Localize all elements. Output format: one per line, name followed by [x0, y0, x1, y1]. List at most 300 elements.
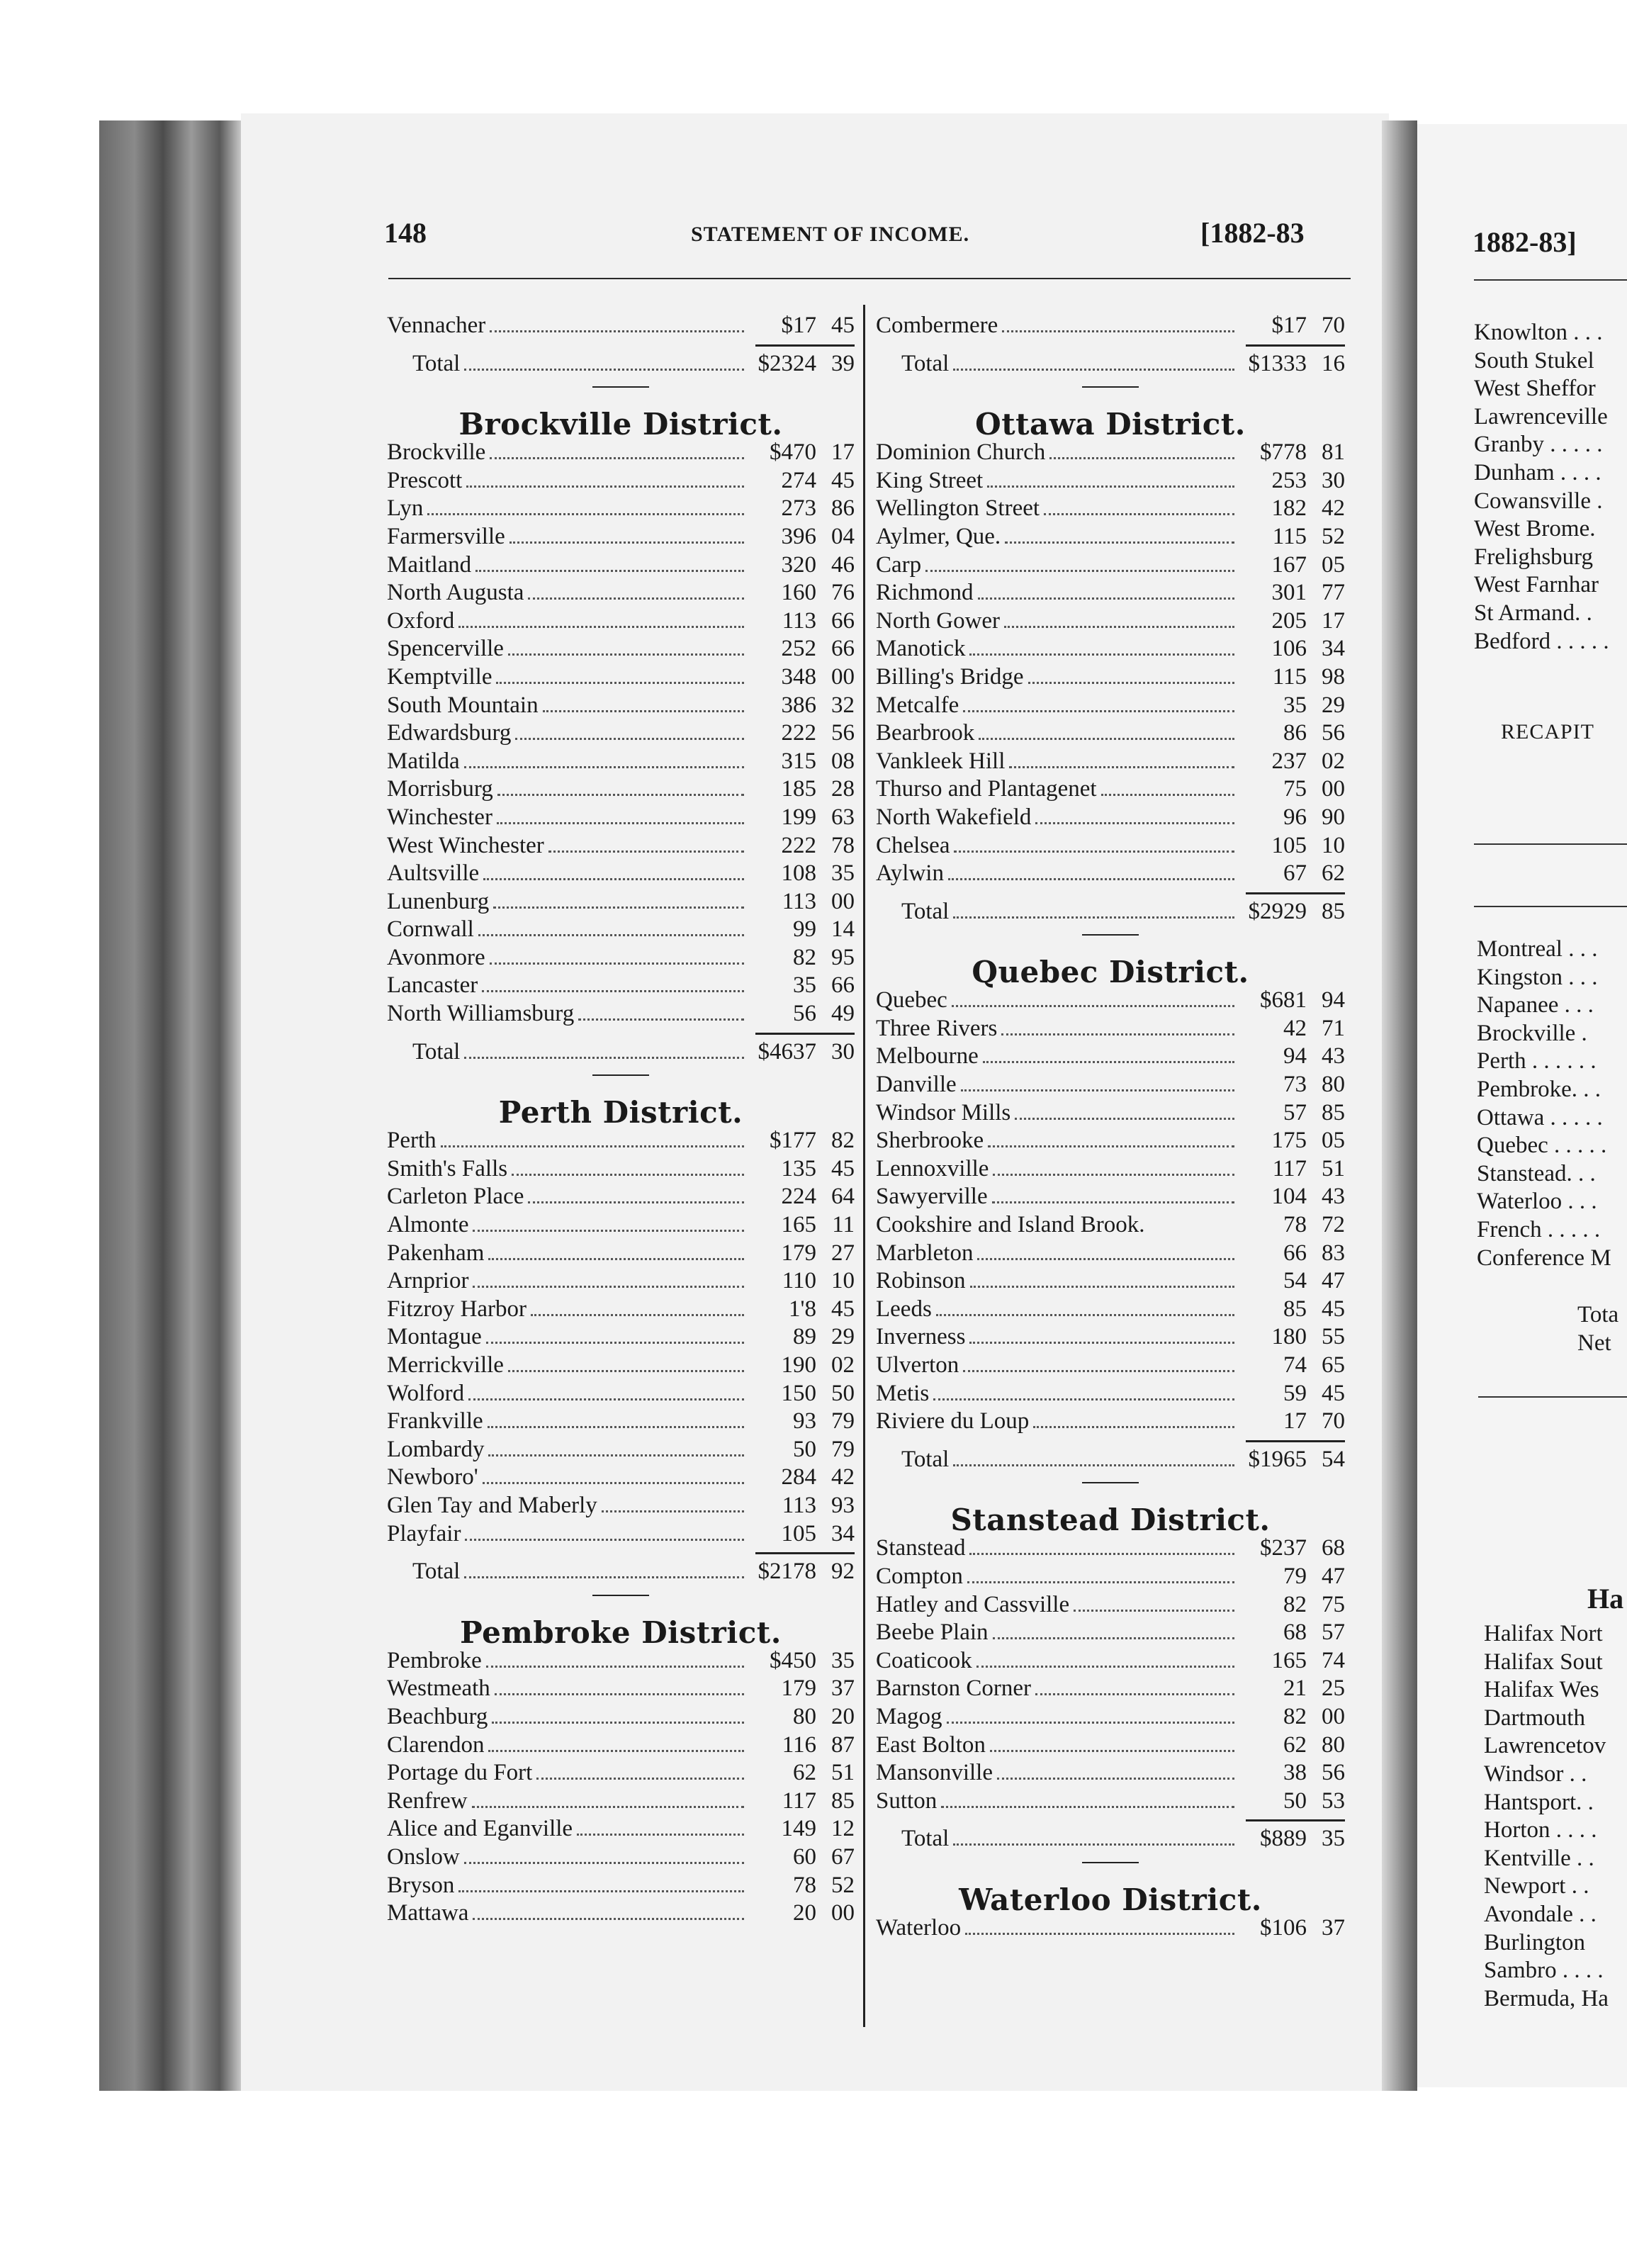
dot-leader [933, 1398, 1234, 1400]
place-name: Cookshire and Island Brook. [876, 1212, 1145, 1238]
place-name: Aylwin [876, 860, 944, 887]
amount [748, 1211, 855, 1240]
place-name: Sawyerville [876, 1184, 988, 1210]
amount [1239, 1183, 1345, 1211]
amount [748, 1296, 855, 1324]
amount [1239, 1267, 1345, 1296]
amount-dollars: 104 [1271, 1184, 1307, 1210]
amount-cents: 02 [831, 1352, 855, 1378]
entry-row [387, 1464, 855, 1492]
entry-row [876, 1043, 1345, 1071]
place-name: Three Rivers [876, 1015, 998, 1041]
amount [1239, 467, 1345, 495]
dot-leader [969, 1553, 1234, 1555]
entry-row [876, 607, 1345, 636]
amount [1239, 523, 1345, 551]
amount [748, 1127, 855, 1155]
amount [748, 944, 855, 972]
entry-row [387, 1408, 855, 1436]
amount-cents: 28 [831, 776, 855, 802]
amount [1239, 1155, 1345, 1184]
amount-cents: 45 [831, 1296, 855, 1322]
amount-cents: 66 [831, 972, 855, 999]
entry-row [876, 439, 1345, 467]
place-name: Carp [876, 551, 922, 578]
place-name: East Bolton [876, 1731, 986, 1758]
amount-cents: 78 [831, 832, 855, 858]
amount-dollars: 35 [1283, 692, 1307, 718]
place-name: Morrisburg [387, 776, 493, 802]
dot-leader [961, 1089, 1234, 1091]
total-row [387, 1558, 855, 1586]
year-range: [1882-83 [1200, 217, 1305, 249]
dot-leader [473, 1230, 744, 1232]
amount [1239, 719, 1345, 748]
entry-row [876, 467, 1345, 495]
dot-leader [508, 1370, 744, 1372]
amount-cents: 56 [831, 720, 855, 746]
amount [748, 1731, 855, 1760]
entry-row [387, 1843, 855, 1872]
amount-cents: 87 [831, 1731, 855, 1758]
amount [748, 1520, 855, 1549]
amount-dollars: 179 [781, 1240, 816, 1266]
dot-leader [478, 934, 744, 936]
facing-entry: Stanstead. . . [1477, 1160, 1596, 1186]
amount-cents: 00 [831, 1900, 855, 1926]
amount-dollars: 67 [1283, 860, 1307, 887]
dot-leader [1004, 626, 1234, 628]
facing-entry: Kentville . . [1484, 1845, 1594, 1871]
amount-dollars: 35 [793, 972, 816, 999]
amount-dollars: 252 [781, 636, 816, 662]
amount-dollars: 78 [793, 1872, 816, 1898]
dot-leader [1044, 513, 1234, 515]
facing-entry: Conference M [1477, 1245, 1611, 1271]
amount-dollars: 54 [1283, 1268, 1307, 1294]
amount-cents: 55 [1322, 1324, 1345, 1350]
dot-leader [515, 738, 744, 740]
place-name: North Augusta [387, 580, 524, 606]
dot-leader [473, 1286, 744, 1288]
dot-leader [988, 1145, 1234, 1147]
entry-row [876, 579, 1345, 607]
amount-dollars: 386 [781, 692, 816, 718]
amount [748, 1038, 855, 1067]
amount-dollars: 99 [793, 916, 816, 943]
right-column [876, 312, 1345, 1943]
amount-dollars: $2324 [758, 350, 816, 376]
dot-leader [953, 1464, 1234, 1466]
place-name: Sutton [876, 1787, 938, 1814]
amount-cents: 90 [1322, 804, 1345, 830]
amount-cents: 51 [831, 1760, 855, 1786]
amount-cents: 62 [1322, 860, 1345, 887]
place-name: Spencerville [387, 636, 504, 662]
amount-cents: 37 [1322, 1914, 1345, 1941]
dot-leader [528, 1201, 744, 1203]
book-spine-edge [99, 120, 241, 2091]
amount-cents: 51 [1322, 1155, 1345, 1181]
entry-row [876, 1380, 1345, 1408]
amount [748, 350, 855, 378]
facing-entry: Lawrencetov [1484, 1733, 1606, 1759]
entry-row [387, 1296, 855, 1324]
dot-leader [492, 1722, 744, 1724]
facing-entry: West Brome. [1474, 516, 1596, 542]
place-name: Coaticook [876, 1647, 972, 1673]
place-name: Arnprior [387, 1268, 469, 1294]
entry-row [387, 1492, 855, 1520]
facing-entry: Waterloo . . . [1477, 1189, 1597, 1215]
amount [1239, 775, 1345, 804]
dot-leader [967, 1581, 1234, 1583]
facing-totals [1577, 1301, 1618, 1357]
entry-row [387, 1127, 855, 1155]
place-name: Chelsea [876, 832, 950, 858]
dot-leader [969, 653, 1234, 656]
entry-row [387, 1155, 855, 1184]
entry-row [387, 523, 855, 551]
amount-dollars: 222 [781, 832, 816, 858]
dot-leader [464, 369, 744, 371]
facing-list-3 [1484, 1620, 1609, 2013]
amount-cents: 00 [1322, 776, 1345, 802]
amount [1239, 1914, 1345, 1943]
amount-dollars: 273 [781, 495, 816, 522]
amount [748, 1899, 855, 1928]
amount-dollars: 17 [1283, 1408, 1307, 1435]
facing-rule-2 [1474, 843, 1627, 845]
amount-cents: 83 [1322, 1240, 1345, 1266]
total-row [876, 1446, 1345, 1474]
entry-row [876, 804, 1345, 832]
section-dash [1082, 1482, 1139, 1483]
entry-row [387, 1872, 855, 1900]
place-name: Beachburg [387, 1703, 488, 1729]
facing-entry: West Sheffor [1474, 376, 1596, 402]
amount-dollars: 62 [793, 1760, 816, 1786]
facing-entry: Avondale . . [1484, 1901, 1597, 1927]
amount-cents: 10 [831, 1268, 855, 1294]
amount-dollars: 80 [793, 1703, 816, 1729]
amount [1239, 1015, 1345, 1043]
entry-row [387, 804, 855, 832]
place-name: Montague [387, 1324, 482, 1350]
amount-dollars: 73 [1283, 1072, 1307, 1098]
place-name: Pembroke [387, 1647, 482, 1673]
entry-row [876, 692, 1345, 720]
amount-cents: 98 [1322, 663, 1345, 690]
place-name: Riviere du Loup [876, 1408, 1030, 1435]
entry-row [387, 1787, 855, 1816]
facing-entry: Halifax Wes [1484, 1677, 1599, 1703]
entry-row [387, 944, 855, 972]
amount-dollars: 110 [782, 1268, 816, 1294]
sum-rule [387, 1548, 855, 1558]
amount-cents: 45 [1322, 1296, 1345, 1322]
entry-row [387, 1647, 855, 1675]
entry-row [387, 692, 855, 720]
amount-cents: 30 [1322, 467, 1345, 493]
amount-dollars: 50 [793, 1436, 816, 1462]
amount-cents: 32 [831, 692, 855, 718]
amount-cents: 82 [831, 1128, 855, 1154]
amount-cents: 47 [1322, 1563, 1345, 1589]
amount [748, 748, 855, 776]
entry-row [387, 551, 855, 580]
dot-leader [548, 850, 744, 853]
left-column [387, 312, 855, 1928]
amount-dollars: 113 [782, 888, 816, 914]
place-name: Portage du Fort [387, 1760, 533, 1786]
amount [1239, 1591, 1345, 1619]
amount-cents: 47 [1322, 1268, 1345, 1294]
dot-leader [925, 570, 1234, 572]
amount-cents: 10 [1322, 832, 1345, 858]
amount-dollars: 66 [1283, 1240, 1307, 1266]
dot-leader [953, 369, 1234, 371]
amount-dollars: $1333 [1248, 350, 1307, 376]
dot-leader [482, 990, 744, 992]
place-name: Inverness [876, 1324, 966, 1350]
amount-cents: 08 [831, 748, 855, 774]
place-name: Winchester [387, 804, 492, 830]
entry-row [387, 1183, 855, 1211]
sum-rule [387, 1028, 855, 1038]
page-title: STATEMENT OF INCOME. [691, 223, 970, 246]
facing-entry: Perth . . . . . . [1477, 1048, 1597, 1074]
facing-page-header: 1882-83] [1473, 226, 1577, 258]
amount-cents: 35 [1322, 1826, 1345, 1852]
amount-cents: 68 [1322, 1535, 1345, 1561]
place-name: Playfair [387, 1520, 461, 1546]
amount-dollars: 105 [781, 1520, 816, 1546]
dot-leader [464, 1862, 744, 1864]
dot-leader [1035, 822, 1234, 824]
amount [748, 467, 855, 495]
dot-leader [1001, 1033, 1234, 1035]
amount [1239, 1563, 1345, 1591]
entry-row [876, 748, 1345, 776]
entry-row [876, 1352, 1345, 1380]
place-name: Lyn [387, 495, 424, 522]
dot-leader [1035, 1693, 1234, 1695]
facing-entry: Cowansville . [1474, 488, 1603, 514]
total-label: Total [412, 1038, 461, 1065]
amount [748, 1155, 855, 1184]
dot-leader [993, 1637, 1234, 1639]
place-name: Bryson [387, 1872, 455, 1898]
dot-leader [466, 485, 744, 488]
amount [1239, 832, 1345, 860]
section-dash [592, 1595, 649, 1596]
facing-entry: Knowlton . . . [1474, 320, 1603, 345]
dot-leader [488, 1258, 744, 1260]
amount [1239, 1240, 1345, 1268]
amount [748, 1703, 855, 1731]
amount-dollars: 82 [793, 944, 816, 970]
entry-row [876, 1211, 1345, 1240]
sum-rule [876, 1815, 1345, 1825]
amount-cents: 49 [831, 1001, 855, 1027]
entry-row [876, 1914, 1345, 1943]
dot-leader [977, 1258, 1234, 1260]
page-gutter [1382, 120, 1417, 2091]
amount [748, 1872, 855, 1900]
amount [748, 1464, 855, 1492]
place-name: Hatley and Cassville [876, 1591, 1070, 1617]
amount-cents: 37 [831, 1675, 855, 1702]
facing-entry: Pembroke. . . [1477, 1076, 1601, 1102]
facing-entry: Windsor . . [1484, 1761, 1587, 1787]
amount-dollars: 38 [1283, 1760, 1307, 1786]
amount-cents: 95 [831, 944, 855, 970]
amount [748, 888, 855, 916]
amount [748, 1843, 855, 1872]
column-divider [863, 305, 865, 2027]
place-name: Robinson [876, 1268, 966, 1294]
amount-cents: 79 [831, 1408, 855, 1435]
dot-leader [488, 1426, 744, 1428]
dot-leader [473, 1918, 744, 1920]
place-name: Prescott [387, 467, 463, 493]
place-name: Fitzroy Harbor [387, 1296, 527, 1322]
place-name: Magog [876, 1703, 942, 1729]
place-name: South Mountain [387, 692, 539, 718]
place-name: Quebec [876, 987, 947, 1014]
amount-dollars: 56 [793, 1001, 816, 1027]
place-name: Stanstead [876, 1535, 966, 1561]
page-number: 148 [384, 217, 427, 249]
place-name: Wellington Street [876, 495, 1040, 522]
amount-dollars: 160 [781, 580, 816, 606]
dot-leader [427, 513, 744, 515]
amount-dollars: 85 [1283, 1296, 1307, 1322]
amount [1239, 804, 1345, 832]
amount-dollars: 165 [1271, 1647, 1307, 1673]
dot-leader [472, 1806, 744, 1808]
amount [1239, 1534, 1345, 1563]
dot-leader [486, 1666, 744, 1668]
amount [1239, 1380, 1345, 1408]
place-name: Wolford [387, 1380, 465, 1406]
amount [1239, 1408, 1345, 1436]
entry-row [387, 579, 855, 607]
dot-leader [602, 1510, 744, 1512]
place-name: Newboro' [387, 1464, 478, 1491]
dot-leader [978, 597, 1235, 600]
entry-row [876, 1703, 1345, 1731]
entry-row [387, 1380, 855, 1408]
dot-leader [953, 1843, 1234, 1846]
amount-cents: 75 [1322, 1591, 1345, 1617]
amount [1239, 1647, 1345, 1675]
place-name: Carleton Place [387, 1184, 524, 1210]
amount-cents: 70 [1322, 313, 1345, 338]
place-name: Metcalfe [876, 692, 959, 718]
dot-leader [987, 485, 1234, 488]
amount [1239, 1211, 1345, 1240]
entry-row [387, 1520, 855, 1549]
entry-row [876, 635, 1345, 663]
sum-rule [876, 1436, 1345, 1446]
amount-dollars: 113 [782, 607, 816, 634]
amount-dollars: $681 [1260, 987, 1307, 1014]
entry-row [876, 719, 1345, 748]
place-name: Maitland [387, 551, 472, 578]
amount-dollars: 149 [781, 1816, 816, 1842]
amount-dollars: 185 [781, 776, 816, 802]
amount-cents: 05 [1322, 551, 1345, 578]
entry-row [387, 1899, 855, 1928]
dot-leader [464, 1057, 744, 1059]
amount-cents: 52 [1322, 523, 1345, 549]
section-dash [1082, 934, 1139, 936]
place-name: North Williamsburg [387, 1001, 575, 1027]
amount-cents: 35 [831, 860, 855, 887]
section-break [876, 1482, 1345, 1503]
entry-row [876, 523, 1345, 551]
place-name: Avonmore [387, 944, 485, 970]
facing-entry: Ottawa . . . . . [1477, 1104, 1603, 1130]
dot-leader [990, 1750, 1234, 1752]
amount-cents: 25 [1322, 1675, 1345, 1702]
dot-leader [458, 626, 744, 628]
place-name: Richmond [876, 580, 974, 606]
dot-leader [458, 1890, 744, 1892]
amount [748, 579, 855, 607]
amount [748, 551, 855, 580]
amount-cents: 29 [1322, 692, 1345, 718]
place-name: Cornwall [387, 916, 474, 943]
amount-dollars: 274 [781, 467, 816, 493]
dot-leader [528, 597, 744, 600]
district-heading: Ottawa District. [975, 407, 1246, 442]
entry-row [387, 832, 855, 860]
amount-cents: 43 [1322, 1184, 1345, 1210]
amount [748, 1759, 855, 1787]
district-heading: Perth District. [498, 1095, 743, 1130]
place-name: King Street [876, 467, 984, 493]
amount-cents: 52 [831, 1872, 855, 1898]
entry-row [876, 1534, 1345, 1563]
amount-dollars: 190 [781, 1352, 816, 1378]
amount [1239, 1759, 1345, 1787]
facing-rule-4 [1478, 1396, 1627, 1398]
amount-dollars: 175 [1271, 1128, 1307, 1154]
amount-cents: 72 [1322, 1212, 1345, 1238]
dot-leader [497, 822, 744, 824]
entry-row [876, 1591, 1345, 1619]
amount [1239, 607, 1345, 636]
place-name: Oxford [387, 607, 455, 634]
amount-cents: 00 [831, 888, 855, 914]
amount-dollars: 315 [781, 748, 816, 774]
amount-dollars: 82 [1283, 1591, 1307, 1617]
section-dash [592, 386, 649, 388]
place-name: North Wakefield [876, 804, 1032, 830]
entry-row [387, 1703, 855, 1731]
dot-leader [465, 1539, 744, 1541]
amount-cents: 34 [1322, 636, 1345, 662]
amount-dollars: 116 [782, 1731, 816, 1758]
facing-header-rule [1474, 279, 1627, 281]
amount-cents: 93 [831, 1492, 855, 1518]
amount [1239, 1446, 1345, 1474]
header-rule [388, 278, 1351, 279]
amount-dollars: $2929 [1248, 898, 1307, 924]
